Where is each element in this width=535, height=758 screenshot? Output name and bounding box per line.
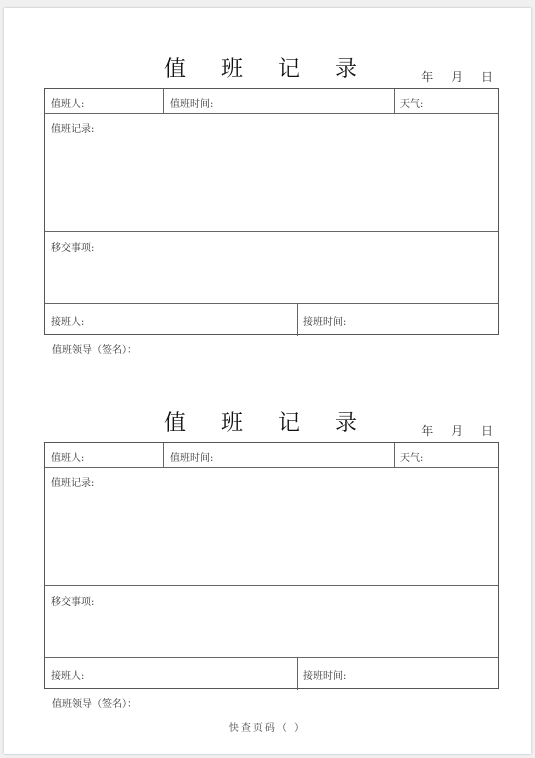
duty-record-form-1: [4, 8, 531, 356]
leader-sign-label: 值班领导（签名）：: [52, 345, 137, 356]
row-divider: [45, 467, 498, 468]
successor-label: 接班人:: [51, 671, 85, 682]
date-fields: [407, 68, 493, 85]
paper-sheet: [4, 8, 531, 754]
month-label: 月: [451, 70, 464, 84]
successor-label: 接班人:: [51, 317, 85, 328]
col-divider: [297, 303, 298, 336]
handover-label: 移交事项:: [51, 243, 95, 254]
record-table: [44, 88, 499, 335]
successor-time-label: 接班时间:: [303, 671, 347, 682]
duty-time-label: 值班时间:: [170, 453, 214, 464]
handover-label: 移交事项:: [51, 597, 95, 608]
row-divider: [45, 113, 498, 114]
duty-person-label: 值班人:: [51, 453, 85, 464]
leader-sign-label: 值班领导（签名）：: [52, 699, 137, 710]
col-divider: [163, 443, 164, 467]
weather-label: 天气:: [400, 453, 424, 464]
day-label: 日: [480, 424, 493, 438]
weather-label: 天气:: [400, 99, 424, 110]
month-label: 月: [451, 424, 464, 438]
successor-time-label: 接班时间:: [303, 317, 347, 328]
date-fields: [407, 422, 493, 439]
duty-person-label: 值班人:: [51, 99, 85, 110]
col-divider: [297, 657, 298, 690]
form-title: 值 班 记 录: [164, 57, 371, 82]
row-divider: [45, 585, 498, 586]
col-divider: [394, 89, 395, 113]
duty-record-form-2: [4, 362, 531, 710]
duty-record-label: 值班记录:: [51, 124, 95, 135]
duty-time-label: 值班时间:: [170, 99, 214, 110]
form-title: 值 班 记 录: [164, 411, 371, 436]
day-label: 日: [480, 70, 493, 84]
page-code-footer: 快查页码（ ）: [228, 723, 307, 734]
record-table: [44, 442, 499, 689]
year-label: 年: [421, 424, 434, 438]
row-divider: [45, 231, 498, 232]
year-label: 年: [421, 70, 434, 84]
duty-record-label: 值班记录:: [51, 478, 95, 489]
col-divider: [394, 443, 395, 467]
row-divider: [45, 303, 498, 304]
col-divider: [163, 89, 164, 113]
row-divider: [45, 657, 498, 658]
